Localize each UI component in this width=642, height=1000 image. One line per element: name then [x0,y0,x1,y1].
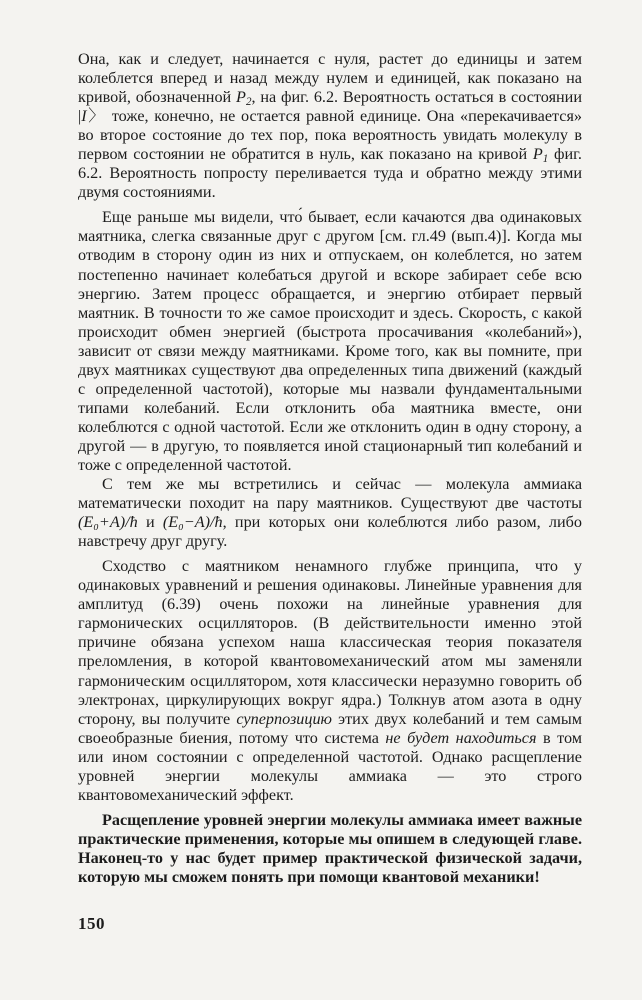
paragraph-3-part-3: , при которых они колеблются либо разом, либо навстречу друг другу. [78,513,582,551]
p1-symbol: $P_1$ [532,145,549,165]
paragraph-1-part-1: Она, как и следует, начинается с нуля, растет до единицы и затем колеблется вперед и назад между нулем и единицей, как показано на кривой, обозначенной [78,50,582,107]
paragraph-2: Еще раньше мы видели, что́ бывает, если качаются два одинаковых маятника, слегка связанные друг с другом [см. гл.49 (вып.4)]. Когда мы отводим в сторону один из них и отпускаем, он колеблется, но затем постепенно начинает колебаться другой и вскоре забирает себе всю энергию. Затем процесс обращается, и энергию отбирает первый маятник. В точности то же самое происходит и здесь. Скорость, с какой происходит обмен энергией (быстрота просачивания «колебаний»), зависит от связи между маятниками. Кроме того, как вы помните, при двух маятниках существуют два определенных типа движений (каждый с определенной частотой), которые мы назвали фундаментальными типами колебаний. Если отклонить оба маятника вместе, они колеблются с одной частотой. Если же отклонить один в одну сторону, а другой — в другую, то появляется иной стационарный тип колебаний и тоже с определенной частотой. [78,208,582,474]
page-text [78,50,582,887]
paragraph-4 [78,557,582,805]
frequency-1: (E₀+A)/ħ [78,513,138,532]
page-number: 150 [78,914,105,933]
state-symbol: I [81,107,87,126]
paragraph-3-part-1: С тем же мы встретились и сейчас — молекула аммиака математически походит на пару маятников. Существуют две частоты [78,475,582,513]
paragraph-3-part-2: и [137,513,163,532]
paragraph-1-part-3: 〉 тоже, конечно, не остается равной единице. Она «перекачивается» во второе состояние до тех пор, пока вероятность увидать молекулу в первом состоянии не обратится в нуль, как показано на кривой [78,107,582,164]
p2-symbol: $P_2$ [236,88,252,108]
paragraph-1-part-4: фиг. 6.2. Вероятность попросту переливается туда и обратно между этими двумя состояниями. [78,145,582,202]
paragraph-4-part-1: Сходство с маятником ненамного глубже принципа, что у одинаковых уравнений и решения одинаковы. Линейные уравнения для амплитуд (6.39) очень похожи на линейные уравнения для гармонических осцилляторов. (В действительности именно этой причине обязана успехом наша классическая теория показателя преломления, в которой квантовомеханический атом мы заменяли гармоническим осциллятором, хотя классически неразумно говорить об электронах, циркулирующих вокруг ядра.) Толкнув атом азота в одну сторону, вы получите [78,557,582,728]
emphasis-superposition: суперпозицию [236,709,332,728]
paragraph-1-part-2: , на фиг. 6.2. Вероятность остаться в состоянии | [78,88,582,126]
paragraph-5: Расщепление уровней энергии молекулы аммиака имеет важные практические применения, которые мы опишем в следующей главе. Наконец-то у нас будет пример практической физической задачи, которую мы сможем понять при помощи квантовой механики! [78,810,582,886]
frequency-2: (E₀−A)/ħ [162,513,223,532]
paragraph-4-part-2: этих двух колебаний и тем самым своеобразные биения, потому что система [78,709,583,747]
paragraph-1 [78,50,582,202]
emphasis-not-be: не будет находиться [385,728,537,747]
paragraph-3 [78,475,582,551]
paragraph-4-part-3: в том или ином состоянии с определенной частотой. Однако расщепление уровней энергии молекулы аммиака — это строго квантовомеханический эффект. [78,728,582,804]
